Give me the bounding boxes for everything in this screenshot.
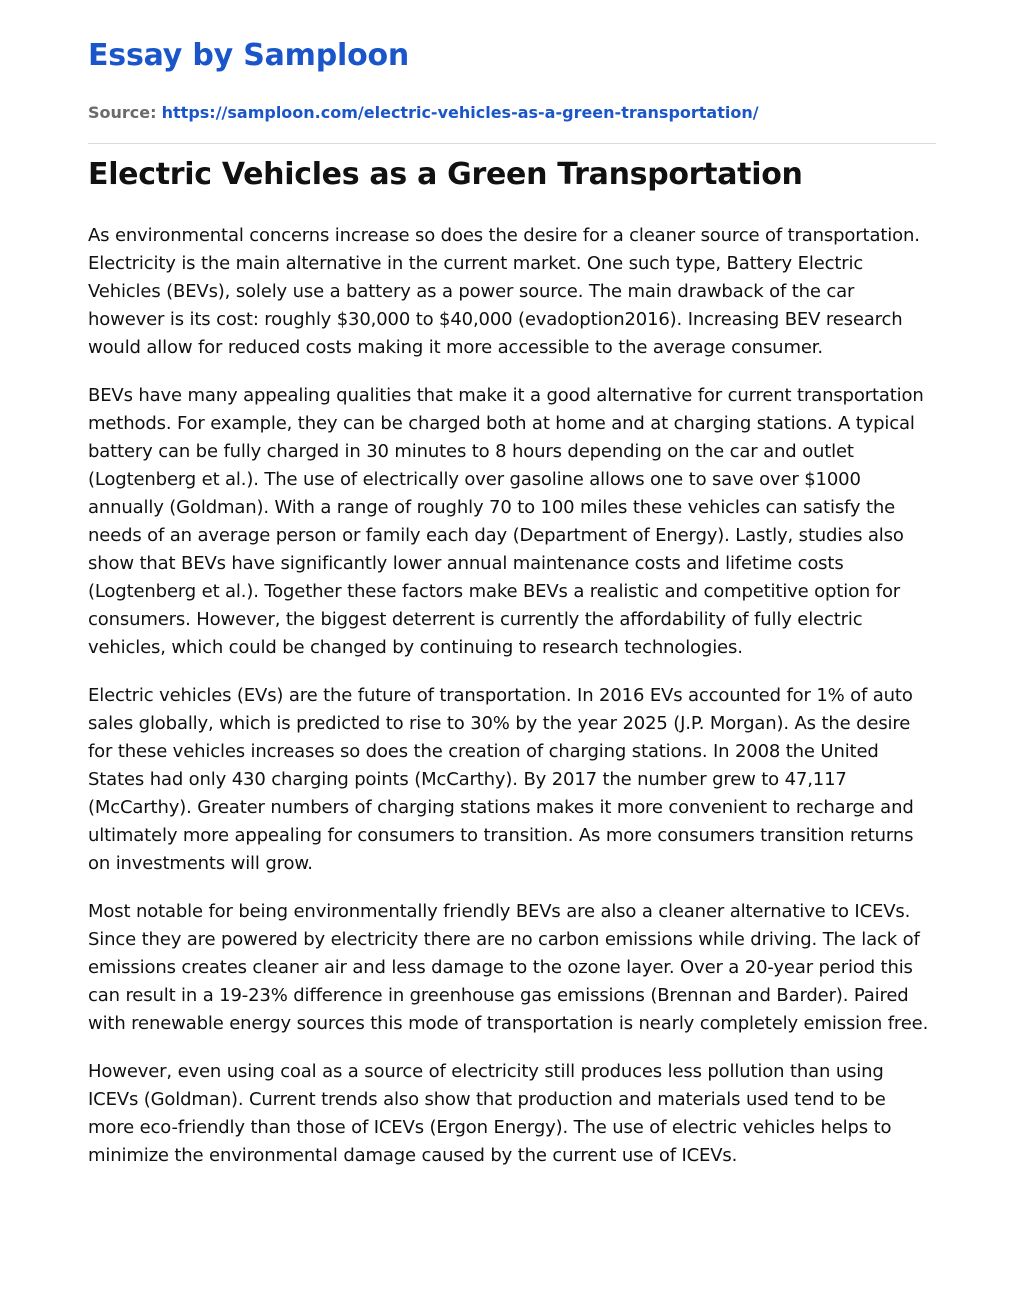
essay-body <box>88 222 936 1190</box>
essay-paragraph: BEVs have many appealing qualities that make it a good alternative for current transportation methods. For example, they can be charged both at home and at charging stations. A typical battery can be fully charged in 30 minutes to 8 hours depending on the car and outlet (Logtenberg et al.). The use of electrically over gasoline allows one to save over $1000 annually (Goldman). With a range of roughly 70 to 100 miles these vehicles can satisfy the needs of an average person or family each day (Department of Energy). Lastly, studies also show that BEVs have significantly lower annual maintenance costs and lifetime costs (Logtenberg et al.). Together these factors make BEVs a realistic and competitive option for consumers. However, the biggest deterrent is currently the affordability of fully electric vehicles, which could be changed by continuing to research technologies. <box>88 385 924 658</box>
source-link[interactable]: https://samploon.com/electric-vehicles-as-a-green-transportation/ <box>161 103 759 122</box>
essay-paragraph: However, even using coal as a source of electricity still produces less pollution than using ICEVs (Goldman). Current trends also show that production and materials used tend to be more eco-friendly than those of ICEVs (Ergon Energy). The use of electric vehicles helps to minimize the environmental damage caused by the current use of ICEVs. <box>88 1061 892 1166</box>
essay-title: Electric Vehicles as a Green Transportation <box>88 157 803 192</box>
source-line <box>88 102 759 124</box>
essay-paragraph: As environmental concerns increase so does the desire for a cleaner source of transportation. Electricity is the main alternative in the current market. One such type, Battery Electric Vehicles (BEVs), solely use a battery as a power source. The main drawback of the car however is its cost: roughly $30,000 to $40,000 (evadoption2016). Increasing BEV research would allow for reduced costs making it more accessible to the average consumer. <box>88 225 920 358</box>
source-label: Source: <box>88 103 157 122</box>
essay-paragraph: Electric vehicles (EVs) are the future of transportation. In 2016 EVs accounted for 1% of auto sales globally, which is predicted to rise to 30% by the year 2025 (J.P. Morgan). As the desire for these vehicles increases so does the creation of charging stations. In 2008 the United States had only 430 charging points (McCarthy). By 2017 the number grew to 47,117 (McCarthy). Greater numbers of charging stations makes it more convenient to recharge and ultimately more appealing for consumers to transition. As more consumers transition returns on investments will grow. <box>88 685 914 874</box>
essay-paragraph: Most notable for being environmentally friendly BEVs are also a cleaner alternative to ICEVs. Since they are powered by electricity there are no carbon emissions while driving. The lack of emissions creates cleaner air and less damage to the ozone layer. Over a 20-year period this can result in a 19-23% difference in greenhouse gas emissions (Brennan and Barder). Paired with renewable energy sources this mode of transportation is nearly completely emission free. <box>88 901 929 1034</box>
site-brand[interactable]: Essay by Samploon <box>88 38 410 73</box>
header-divider <box>88 143 936 144</box>
